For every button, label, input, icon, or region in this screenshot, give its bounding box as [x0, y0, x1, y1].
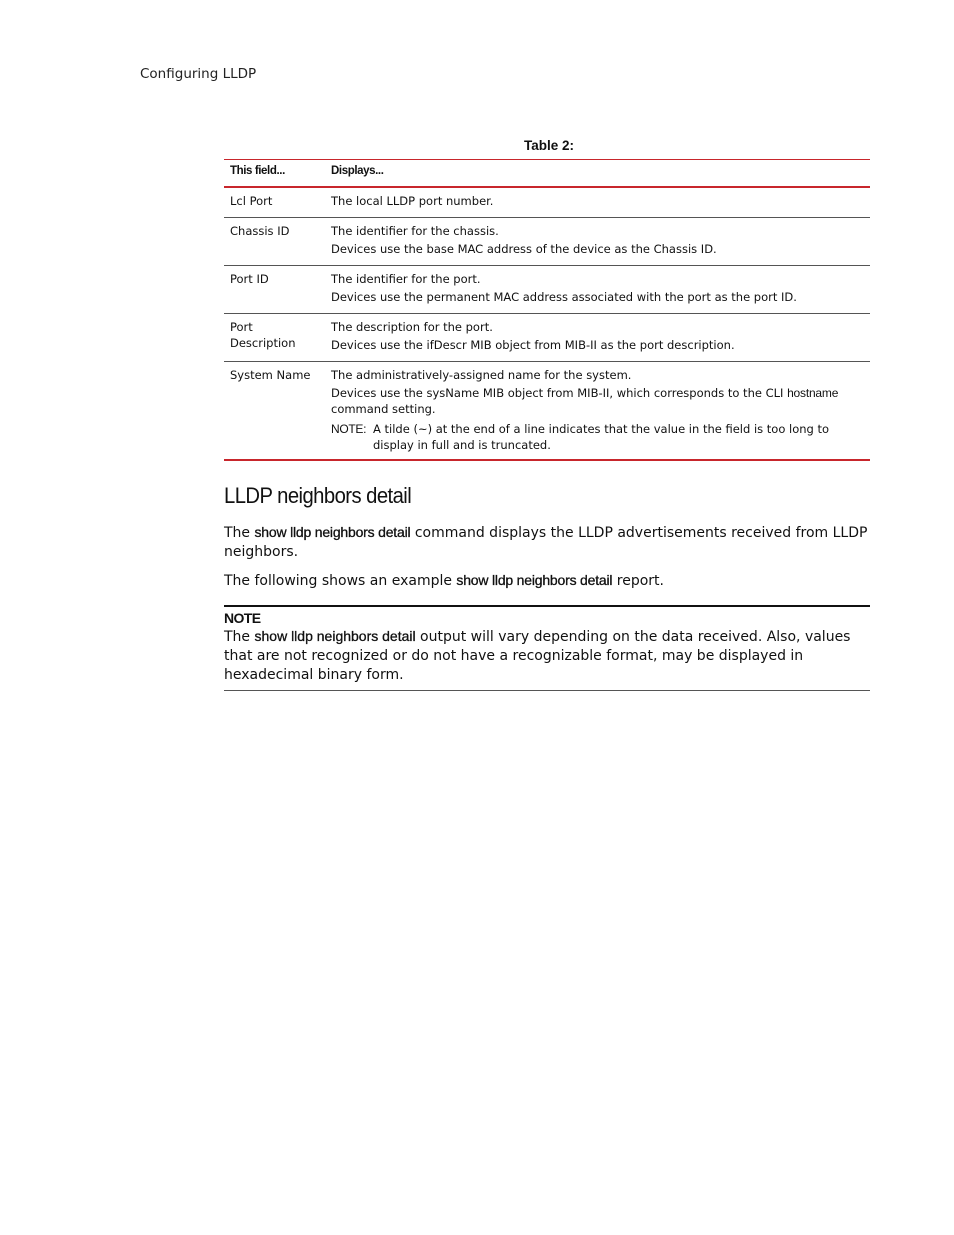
- description-line: The administratively-assigned name for the system.: [331, 368, 632, 382]
- description-line: The local LLDP port number.: [331, 194, 494, 208]
- note-heading: NOTE: [224, 610, 261, 626]
- table-row: [224, 218, 870, 266]
- table-header-row: [224, 160, 870, 188]
- field-name: Chassis ID: [224, 218, 325, 266]
- field-description: [325, 187, 870, 218]
- command-name: show lldp neighbors detail: [254, 628, 416, 644]
- description-line: The identifier for the chassis.: [331, 224, 499, 238]
- field-name: Port ID: [224, 266, 325, 314]
- field-name: Port Description: [224, 314, 325, 362]
- table-caption: Table 2:: [523, 138, 574, 153]
- table-note-label: NOTE:: [331, 422, 367, 436]
- command-name: show lldp neighbors detail: [254, 524, 411, 540]
- section-title: LLDP neighbors detail: [224, 483, 412, 508]
- page-content: [224, 138, 870, 691]
- note-box: [224, 605, 870, 691]
- note-text-post: output will vary depending on the data received. Also, values that are not recognized or do not have a recognizable format, may be displayed in hexadecimal binary form.: [224, 629, 851, 683]
- table-note: [331, 421, 864, 453]
- description-line: Devices use the permanent MAC address associated with the port as the port ID.: [331, 290, 797, 304]
- fields-table: [224, 159, 870, 461]
- hostname-command: hostname: [787, 386, 839, 400]
- field-description: [325, 218, 870, 266]
- note-text-pre: The: [224, 629, 255, 645]
- sysname-text-pre: Devices use the sysName MIB object from MIB-II, which corresponds to the CLI: [331, 386, 788, 400]
- field-description: [325, 362, 870, 461]
- command-name: show lldp neighbors detail: [456, 572, 613, 588]
- field-name: Lcl Port: [224, 187, 325, 218]
- description-line: Devices use the base MAC address of the device as the Chassis ID.: [331, 242, 717, 256]
- column-header-displays: Displays...: [325, 160, 870, 188]
- note-text: [224, 627, 870, 685]
- field-name: System Name: [224, 362, 325, 461]
- description-line: The identifier for the port.: [331, 272, 481, 286]
- body-paragraph: [224, 523, 870, 562]
- table-row: [224, 362, 870, 461]
- body-paragraph: [224, 571, 870, 591]
- description-line: The description for the port.: [331, 320, 493, 334]
- description-line-sysname: [331, 385, 864, 417]
- table-row: [224, 314, 870, 362]
- paragraph-text-post: command displays the LLDP advertisements received from LLDP neighbors.: [224, 525, 868, 560]
- table-row: [224, 266, 870, 314]
- column-header-field: This field...: [224, 160, 325, 188]
- table-note-text: A tilde (~) at the end of a line indicates that the value in the field is too long to display in full and is truncated.: [373, 422, 830, 452]
- field-description: [325, 314, 870, 362]
- paragraph-text-post: report.: [612, 573, 664, 589]
- table-row: [224, 187, 870, 218]
- paragraph-text-pre: The following shows an example: [224, 573, 457, 589]
- field-description: [325, 266, 870, 314]
- running-header: Configuring LLDP: [140, 66, 257, 82]
- description-line: Devices use the ifDescr MIB object from MIB-II as the port description.: [331, 338, 735, 352]
- sysname-text-post: command setting.: [331, 402, 436, 416]
- paragraph-text-pre: The: [224, 525, 255, 541]
